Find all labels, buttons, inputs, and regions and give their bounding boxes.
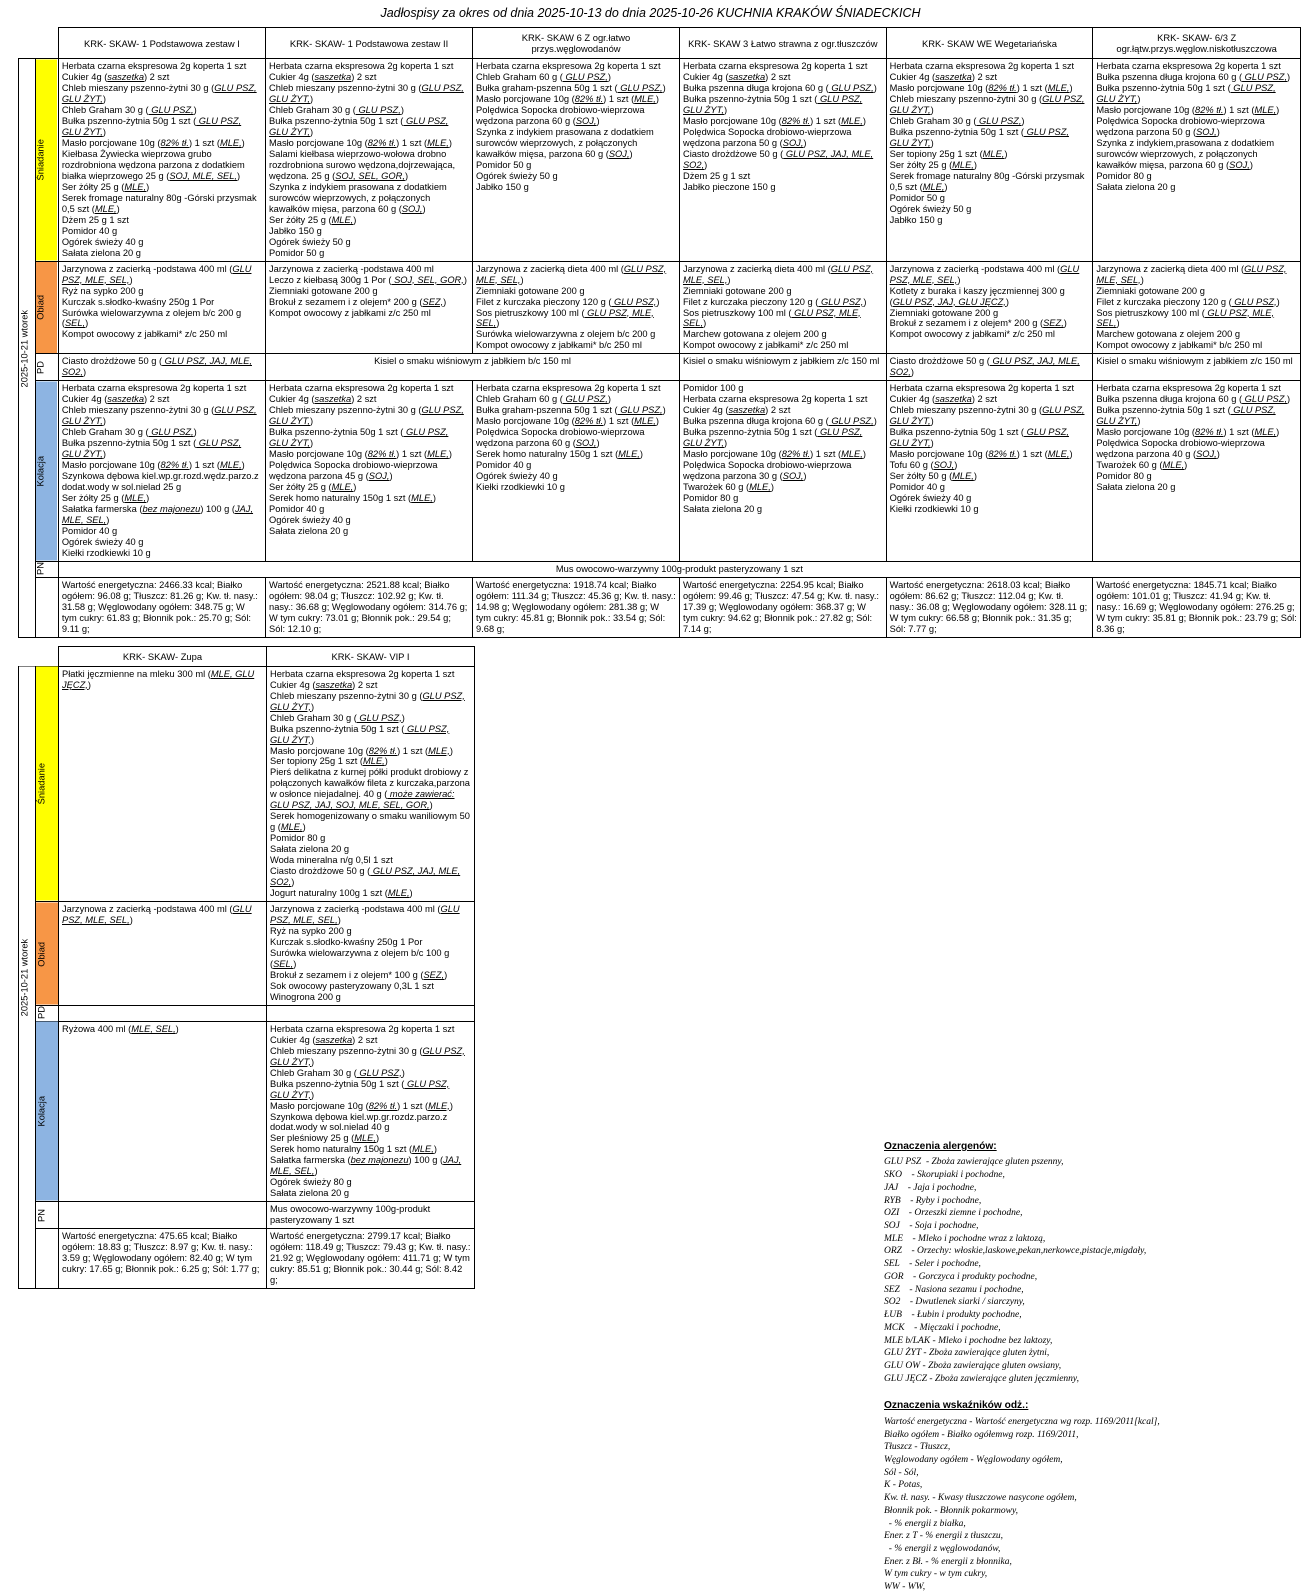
col2-header-0: KRK- SKAW- Zupa xyxy=(59,646,267,666)
meal-label-obiad-2: Obiad xyxy=(36,902,59,1006)
meal-cell: Mus owocowo-warzywny 100g-produkt pasteryzowany 1 szt xyxy=(267,1202,475,1229)
energy-cell: Wartość energetyczna: 2466.33 kcal; Białko ogółem: 96.08 g; Tłuszcz: 81.26 g; Kw. tł. nasy.: 31.58 g; Węglowodany ogółem: 348.75 g; W tym cukry: 61.83 g; Błonnik pok.: 25.70 g; Sól: 9.11 g; xyxy=(58,577,265,637)
menu-table-secondary xyxy=(18,646,475,1289)
page-title: Jadłospisy za okres od dnia 2025-10-13 do dnia 2025-10-26 KUCHNIA KRAKÓW ŚNIADECKICH xyxy=(380,6,921,20)
meal-cell: Ciasto drożdżowe 50 g ( GLU PSZ, JAJ, MLE, SO2,) xyxy=(886,354,1093,381)
meal-cell: Herbata czarna ekspresowa 2g koperta 1 szt Cukier 4g (saszetka) 2 szt Chleb mieszany pszenno-żytni 30 g (GLU PSZ, GLU ŻYT,) Chleb Graham 30 g ( GLU PSZ,) Bułka pszenno-żytnia 50g 1 szt ( GLU PSZ, GLU ŻYT,) Masło porcjowane 10g (82% tł.) 1 szt (MLE,) Salami kiełbasa wieprzowo-wołowa drobno rozdrobniona surowo wędzona,dojrzewająca, wędzona. 25 g (SOJ, SEL, GOR,) Szynka z indykiem prasowana z dodatkiem surowców wieprzowych, z połączonych kawałków mięsa, parzona 60 g (SOJ,) Ser żółty 25 g (MLE,) Jabłko 150 g Ogórek świeży 50 g Pomidor 50 g xyxy=(266,59,473,261)
col-header-3: KRK- SKAW 3 Łatwo strawna z ogr.tłuszczów xyxy=(679,28,886,59)
row-kolacja xyxy=(19,381,1301,562)
row2-energy xyxy=(19,1229,475,1289)
legend-panel xyxy=(884,1140,1294,1594)
meal-cell: Jarzynowa z zacierką -podstawa 400 ml (GLU PSZ, MLE, SEL,) xyxy=(59,902,267,1006)
meal-cell: Jarzynowa z zacierką -podstawa 400 ml (GLU PSZ, MLE, SEL,) Kotlety z buraka i kaszy jęczmiennej 300 g (GLU PSZ, JAJ, GLU JĘCZ,) Ziemniaki gotowane 200 g Brokuł z sezamem i z olejem* 200 g (SEZ,) Kompot owocowy z jabłkami* z/c 250 ml xyxy=(886,261,1093,354)
energy-cell: Wartość energetyczna: 1845.71 kcal; Białko ogółem: 101.01 g; Tłuszcz: 41.94 g; Kw. tł. nasy.: 16.69 g; Węglowodany ogółem: 276.25 g; W tym cukry: 35.81 g; Błonnik pok.: 23.79 g; Sól: 8.36 g; xyxy=(1093,577,1301,637)
menu-table-main xyxy=(18,27,1301,638)
col-header-2: KRK- SKAW 6 Z ogr.łatwo przys.węglowodanów xyxy=(473,28,680,59)
meal-cell: Herbata czarna ekspresowa 2g koperta 1 szt Cukier 4g (saszetka) 2 szt Chleb mieszany pszenno-żytni 30 g (GLU PSZ, GLU ŻYT,) Chleb Graham 30 g ( GLU PSZ,) Bułka pszenno-żytnia 50g 1 szt ( GLU PSZ, GLU ŻYT,) Masło porcjowane 10g (82% tł.) 1 szt (MLE,) Szynkowa dębowa kiel.wp.gr.rozd.wędz.parzo.z dodat.wody w sol.nielad 25 g Ser żółty 25 g (MLE,) Sałatka farmerska (bez majonezu) 100 g (JAJ, MLE, SEL,) Pomidor 40 g Ogórek świeży 40 g Kiełki rzodkiewki 10 g xyxy=(58,381,265,562)
day-label: 2025-10-21 wtorek xyxy=(19,59,36,637)
indicators-title: Oznaczenia wskaźników odż.: xyxy=(884,1400,1029,1412)
meal-cell: Herbata czarna ekspresowa 2g koperta 1 szt Chleb Graham 60 g ( GLU PSZ,) Bułka graham-pszenna 50g 1 szt ( GLU PSZ,) Masło porcjowane 10g (82% tł.) 1 szt (MLE,) Polędwica Sopocka drobiowo-wieprzowa wędzona parzona 60 g (SOJ,) Szynka z indykiem prasowana z dodatkiem surowców wieprzowych, z połączonych kawałków mięsa, parzona 60 g (SOJ,) Pomidor 50 g Ogórek świeży 50 g Jabłko 150 g xyxy=(473,59,680,261)
meal-label-sniadanie: Śniadanie xyxy=(35,59,58,261)
row-sniadanie xyxy=(19,59,1301,261)
meal-cell: Herbata czarna ekspresowa 2g koperta 1 szt Cukier 4g (saszetka) 2 szt Chleb mieszany pszenno-żytni 30 g (GLU PSZ, GLU ŻYT,) Chleb Graham 30 g ( GLU PSZ,) Bułka pszenno-żytnia 50g 1 szt ( GLU PSZ, GLU ŻYT,) Masło porcjowane 10g (82% tł.) 1 szt (MLE,) Szynkowa dębowa kiel.wp.gr.rozdz.parzo.z dodat.wody w sol.nielad 40 g Ser pleśniowy 25 g (MLE,) Serek homo naturalny 150g 1 szt (MLE,) Sałatka farmerska (bez majonezu) 100 g (JAJ, MLE, SEL,) Ogórek świeży 80 g Sałata zielona 20 g xyxy=(267,1021,475,1202)
meal-label-pd-2: PD xyxy=(36,1005,59,1021)
corner-blank-2 xyxy=(35,28,58,59)
meal-cell: Jarzynowa z zacierką dieta 400 ml (GLU PSZ, MLE, SEL,) Ziemniaki gotowane 200 g Filet z kurczaka pieczony 120 g ( GLU PSZ,) Sos pietruszkowy 100 ml ( GLU PSZ, MLE, SEL,) Surówka wielowarzywna z olejem b/c 200 g Kompot owocowy z jabłkami* b/c 250 ml xyxy=(473,261,680,354)
meal-cell: Herbata czarna ekspresowa 2g koperta 1 szt Cukier 4g (saszetka) 2 szt Chleb mieszany pszenno-żytni 30 g (GLU PSZ, GLU ŻYT,) Chleb Graham 30 g ( GLU PSZ,) Bułka pszenno-żytnia 50g 1 szt ( GLU PSZ, GLU ŻYT,) Masło porcjowane 10g (82% tł.) 1 szt (MLE,) Ser topiony 25g 1 szt (MLE,) Pierś delikatna z kurnej półki produkt drobiowy z połączonych kawałków fileta z kurczaka,parzona w osłonce niejadalnej. 40 g ( może zawierać: GLU PSZ, JAJ, SOJ, MLE, SEL, GOR,) Serek homogenizowany o smaku waniliowym 50 g (MLE,) Pomidor 80 g Sałata zielona 20 g Woda mineralna n/g 0,5l 1 szt Ciasto drożdżowe 50 g ( GLU PSZ, JAJ, MLE, SO2,) Jogurt naturalny 100g 1 szt (MLE,) xyxy=(267,666,475,901)
meal-cell xyxy=(59,1202,267,1229)
meal-cell: Ryżowa 400 ml (MLE, SEL,) xyxy=(59,1021,267,1202)
meal-label-kolacja-2: Kolacja xyxy=(36,1021,59,1202)
meal-label-pn-2: PN xyxy=(36,1202,59,1229)
row2-pn xyxy=(19,1202,475,1229)
meal-cell: Pomidor 100 g Herbata czarna ekspresowa 2g koperta 1 szt Cukier 4g (saszetka) 2 szt Bułka pszenna długa krojona 60 g ( GLU PSZ,) Bułka pszenno-żytnia 50g 1 szt ( GLU PSZ, GLU ŻYT,) Masło porcjowane 10g (82% tł.) 1 szt (MLE,) Polędwica Sopocka drobiowo-wieprzowa wędzona parzona 30 g (SOJ,) Twarożek 60 g (MLE,) Pomidor 80 g Sałata zielona 20 g xyxy=(679,381,886,562)
col-header-1: KRK- SKAW- 1 Podstawowa zestaw II xyxy=(266,28,473,59)
meal-cell: Jarzynowa z zacierką dieta 400 ml (GLU PSZ, MLE, SEL,) Ziemniaki gotowane 200 g Filet z kurczaka pieczony 120 g ( GLU PSZ,) Sos pietruszkowy 100 ml ( GLU PSZ, MLE, SEL,) Marchew gotowana z olejem 200 g Kompot owocowy z jabłkami* b/c 250 ml xyxy=(1093,261,1301,354)
meal-cell: Herbata czarna ekspresowa 2g koperta 1 szt Cukier 4g (saszetka) 2 szt Chleb mieszany pszenno-żytni 30 g (GLU PSZ, GLU ŻYT,) Bułka pszenno-żytnia 50g 1 szt ( GLU PSZ, GLU ŻYT,) Masło porcjowane 10g (82% tł.) 1 szt (MLE,) Polędwica Sopocka drobiowo-wieprzowa wędzona parzona 45 g (SOJ,) Ser żółty 25 g (MLE,) Serek homo naturalny 150g 1 szt (MLE,) Pomidor 40 g Ogórek świeży 40 g Sałata zielona 20 g xyxy=(266,381,473,562)
col2-header-1: KRK- SKAW- VIP I xyxy=(267,646,475,666)
meal-cell: Kisiel o smaku wiśniowym z jabłkiem z/c 150 ml xyxy=(679,354,886,381)
meal-cell: Herbata czarna ekspresowa 2g koperta 1 szt Bułka pszenna długa krojona 60 g ( GLU PSZ,) Bułka pszenno-żytnia 50g 1 szt ( GLU PSZ, GLU ŻYT,) Masło porcjowane 10g (82% tł.) 1 szt (MLE,) Polędwica Sopocka drobiowo-wieprzowa wędzona parzona 40 g (SOJ,) Twarożek 60 g (MLE,) Pomidor 80 g Sałata zielona 20 g xyxy=(1093,381,1301,562)
meal-label-pn: PN xyxy=(35,561,58,577)
meal-label-kolacja: Kolacja xyxy=(35,381,58,562)
energy-cell: Wartość energetyczna: 2618.03 kcal; Białko ogółem: 86.62 g; Tłuszcz: 112.04 g; Kw. tł. nasy.: 36.08 g; Węglowodany ogółem: 328.11 g; W tym cukry: 66.58 g; Błonnik pok.: 31.35 g; Sól: 7.77 g; xyxy=(886,577,1093,637)
meal-cell: Płatki jęczmienne na mleku 300 ml (MLE, GLU JĘCZ,) xyxy=(59,666,267,901)
row2-kolacja xyxy=(19,1021,475,1202)
meal-cell: Herbata czarna ekspresowa 2g koperta 1 szt Bułka pszenna długa krojona 60 g ( GLU PSZ,) Bułka pszenno-żytnia 50g 1 szt ( GLU PSZ, GLU ŻYT,) Masło porcjowane 10g (82% tł.) 1 szt (MLE,) Polędwica Sopocka drobiowo-wieprzowa wędzona parzona 50 g (SOJ,) Szynka z indykiem,prasowana z dodatkiem surowców wieprzowych, z połączonych kawałków mięsa, parzona 60 g (SOJ,) Pomidor 80 g Sałata zielona 20 g xyxy=(1093,59,1301,261)
meal-cell xyxy=(267,1005,475,1021)
col-header-4: KRK- SKAW WE Wegetariańska xyxy=(886,28,1093,59)
meal-cell: Kisiel o smaku wiśniowym z jabłkiem b/c 150 ml xyxy=(266,354,680,381)
row2-pd xyxy=(19,1005,475,1021)
row-pd xyxy=(19,354,1301,381)
table-header-row xyxy=(19,28,1301,59)
meal-cell: Jarzynowa z zacierką -podstawa 400 ml Leczo z kiełbasą 300g 1 Por ( SOJ, SEL, GOR,) Ziemniaki gotowane 200 g Brokuł z sezamem i z olejem* 200 g (SEZ,) Kompot owocowy z jabłkami z/c 250 ml xyxy=(266,261,473,354)
meal-cell: Kisiel o smaku wiśniowym z jabłkiem z/c 150 ml xyxy=(1093,354,1301,381)
energy-label-blank xyxy=(35,577,58,637)
energy-cell: Wartość energetyczna: 2254.95 kcal; Białko ogółem: 99.46 g; Tłuszcz: 47.54 g; Kw. tł. nasy.: 17.39 g; Węglowodany ogółem: 368.37 g; W tym cukry: 94.62 g; Błonnik pok.: 27.82 g; Sól: 7.14 g; xyxy=(679,577,886,637)
energy-cell: Wartość energetyczna: 1918.74 kcal; Białko ogółem: 111.34 g; Tłuszcz: 45.36 g; Kw. tł. nasy.: 14.98 g; Węglowodany ogółem: 281.38 g; W tym cukry: 45.81 g; Błonnik pok.: 33.54 g; Sól: 9.68 g; xyxy=(473,577,680,637)
row2-obiad xyxy=(19,902,475,1006)
meal-cell: Herbata czarna ekspresowa 2g koperta 1 szt Chleb Graham 60 g ( GLU PSZ,) Bułka graham-pszenna 50g 1 szt ( GLU PSZ,) Masło porcjowane 10g (82% tł.) 1 szt (MLE,) Polędwica Sopocka drobiowo-wieprzowa wędzona parzona 60 g (SOJ,) Serek homo naturalny 150g 1 szt (MLE,) Pomidor 40 g Ogórek świeży 40 g Kiełki rzodkiewki 10 g xyxy=(473,381,680,562)
meal-cell: Jarzynowa z zacierką dieta 400 ml (GLU PSZ, MLE, SEL,) Ziemniaki gotowane 200 g Filet z kurczaka pieczony 120 g ( GLU PSZ,) Sos pietruszkowy 100 ml ( GLU PSZ, MLE, SEL,) Marchew gotowana z olejem 200 g Kompot owocowy z jabłkami* z/c 250 ml xyxy=(679,261,886,354)
meal-label-sniadanie-2: Śniadanie xyxy=(36,666,59,901)
energy-cell: Wartość energetyczna: 2799.17 kcal; Białko ogółem: 118.49 g; Tłuszcz: 79.43 g; Kw. tł. nasy.: 21.92 g; Węglowodany ogółem: 411.71 g; W tym cukry: 85.51 g; Błonnik pok.: 30.44 g; Sól: 8.42 g; xyxy=(267,1229,475,1289)
energy-cell: Wartość energetyczna: 475.65 kcal; Białko ogółem: 18.83 g; Tłuszcz: 8.97 g; Kw. tł. nasy.: 3.59 g; Węglowodany ogółem: 82.40 g; W tym cukry: 17.65 g; Błonnik pok.: 6.25 g; Sól: 1.77 g; xyxy=(59,1229,267,1289)
table2-header-row xyxy=(19,646,475,666)
allergens-title: Oznaczenia alergenów: xyxy=(884,1141,997,1152)
corner-blank-3 xyxy=(19,646,36,666)
row-obiad xyxy=(19,261,1301,354)
meal-cell: Ciasto drożdżowe 50 g ( GLU PSZ, JAJ, MLE, SO2,) xyxy=(58,354,265,381)
meal-label-obiad: Obiad xyxy=(35,261,58,354)
energy-cell: Wartość energetyczna: 2521.88 kcal; Białko ogółem: 98.04 g; Tłuszcz: 102.92 g; Kw. tł. nasy.: 36.68 g; Węglowodany ogółem: 314.76 g; W tym cukry: 73.01 g; Błonnik pok.: 29.54 g; Sól: 12.10 g; xyxy=(266,577,473,637)
row-energy xyxy=(19,577,1301,637)
meal-cell: Herbata czarna ekspresowa 2g koperta 1 szt Cukier 4g (saszetka) 2 szt Bułka pszenna długa krojona 60 g ( GLU PSZ,) Bułka pszenno-żytnia 50g 1 szt ( GLU PSZ, GLU ŻYT,) Masło porcjowane 10g (82% tł.) 1 szt (MLE,) Polędwica Sopocka drobiowo-wieprzowa wędzona parzona 50 g (SOJ,) Ciasto drożdżowe 50 g ( GLU PSZ, JAJ, MLE, SO2,) Dżem 25 g 1 szt Jabłko pieczone 150 g xyxy=(679,59,886,261)
meal-cell: Jarzynowa z zacierką -podstawa 400 ml (GLU PSZ, MLE, SEL,) Ryż na sypko 200 g Kurczak s.słodko-kwaśny 250g 1 Por Surówka wielowarzywna z olejem b/c 100 g (SEL,) Brokuł z sezamem i z olejem* 100 g (SEZ,) Sok owocowy pasteryzowany 0,3L 1 szt Winogrona 200 g xyxy=(267,902,475,1006)
row2-sniadanie xyxy=(19,666,475,901)
meal-cell-pn: Mus owocowo-warzywny 100g-produkt pasteryzowany 1 szt xyxy=(58,561,1300,577)
meal-cell: Jarzynowa z zacierką -podstawa 400 ml (GLU PSZ, MLE, SEL,) Ryż na sypko 200 g Kurczak s.słodko-kwaśny 250g 1 Por Surówka wielowarzywna z olejem b/c 200 g (SEL,) Kompot owocowy z jabłkami* z/c 250 ml xyxy=(58,261,265,354)
energy-label-blank-2 xyxy=(36,1229,59,1289)
col-header-5: KRK- SKAW- 6/3 Z ogr.łątw.przys.węglow.niskotłuszczowa xyxy=(1093,28,1301,59)
col-header-0: KRK- SKAW- 1 Podstawowa zestaw I xyxy=(58,28,265,59)
day-label-2: 2025-10-21 wtorek xyxy=(19,666,36,1288)
meal-cell: Herbata czarna ekspresowa 2g koperta 1 szt Cukier 4g (saszetka) 2 szt Chleb mieszany pszenno-żytni 30 g (GLU PSZ, GLU ŻYT,) Chleb Graham 30 g ( GLU PSZ,) Bułka pszenno-żytnia 50g 1 szt ( GLU PSZ, GLU ŻYT,) Masło porcjowane 10g (82% tł.) 1 szt (MLE,) Kiełbasa Żywiecka wieprzowa grubo rozdrobniona wędzona parzona z dodatkiem białka wieprzowego 25 g (SOJ, MLE, SEL,) Ser żółty 25 g (MLE,) Serek fromage naturalny 80g -Górski przysmak 0,5 szt (MLE,) Dżem 25 g 1 szt Pomidor 40 g Ogórek świeży 40 g Sałata zielona 20 g xyxy=(58,59,265,261)
meal-cell: Herbata czarna ekspresowa 2g koperta 1 szt Cukier 4g (saszetka) 2 szt Masło porcjowane 10g (82% tł.) 1 szt (MLE,) Chleb mieszany pszenno-żytni 30 g (GLU PSZ, GLU ŻYT,) Chleb Graham 30 g ( GLU PSZ,) Bułka pszenno-żytnia 50g 1 szt ( GLU PSZ, GLU ŻYT,) Ser topiony 25g 1 szt (MLE,) Ser żółty 25 g (MLE,) Serek fromage naturalny 80g -Górski przysmak 0,5 szt (MLE,) Pomidor 50 g Ogórek świeży 50 g Jabłko 150 g xyxy=(886,59,1093,261)
row-pn xyxy=(19,561,1301,577)
meal-cell: Herbata czarna ekspresowa 2g koperta 1 szt Cukier 4g (saszetka) 2 szt Chleb mieszany pszenno-żytni 30 g (GLU PSZ, GLU ŻYT,) Bułka pszenno-żytnia 50g 1 szt ( GLU PSZ, GLU ŻYT,) Masło porcjowane 10g (82% tł.) 1 szt (MLE,) Tofu 60 g (SOJ,) Ser żółty 50 g (MLE,) Pomidor 40 g Ogórek świeży 40 g Kiełki rzodkiewki 10 g xyxy=(886,381,1093,562)
allergens-list: GLU PSZ - Zboża zawierające gluten pszenny, SKO - Skorupiaki i pochodne, JAJ - Jaja i pochodne, RYB - Ryby i pochodne, OZI - Orzeszki ziemne i pochodne, SOJ - Soja i pochodne, MLE - Mleko i pochodne wraz z laktozą, ORZ - Orzechy: włoskie,laskowe,pekan,nerkowce,pistacje,migdały, SEL - Seler i pochodne, GOR - Gorczyca i produkty pochodne, SEZ - Nasiona sezamu i pochodne, SO2 - Dwutlenek siarki / siarczyny, ŁUB - Łubin i produkty pochodne, MCK - Mięczaki i pochodne, MLE b/LAK - Mleko i pochodne bez laktozy, GLU ŻYT - Zboża zawierające gluten żytni, GLU OW - Zboża zawierające gluten owsiany, GLU JĘCZ - Zboża zawierające gluten jęczmienny, xyxy=(884,1157,1147,1384)
meal-cell xyxy=(59,1005,267,1021)
indicators-list: Wartość energetyczna - Wartość energetyczna wg rozp. 1169/2011[kcal], Białko ogółem - Białko ogółemwg rozp. 1169/2011, Tłuszcz - Tłuszcz, Węglowodany ogółem - Węglowodany ogółem, Sól - Sól, K - Potas, Kw. tł. nasy. - Kwasy tłuszczowe nasycone ogółem, Błonnik pok. - Błonnik pokarmowy, - % energii z białka, Ener. z T - % energii z tłuszczu, - % energii z węglowodanów, Ener. z Bł. - % energii z błonnika, W tym cukry - w tym cukry, WW - WW, xyxy=(884,1416,1160,1593)
meal-label-pd: PD xyxy=(35,354,58,381)
corner-blank xyxy=(19,28,36,59)
corner-blank-4 xyxy=(36,646,59,666)
